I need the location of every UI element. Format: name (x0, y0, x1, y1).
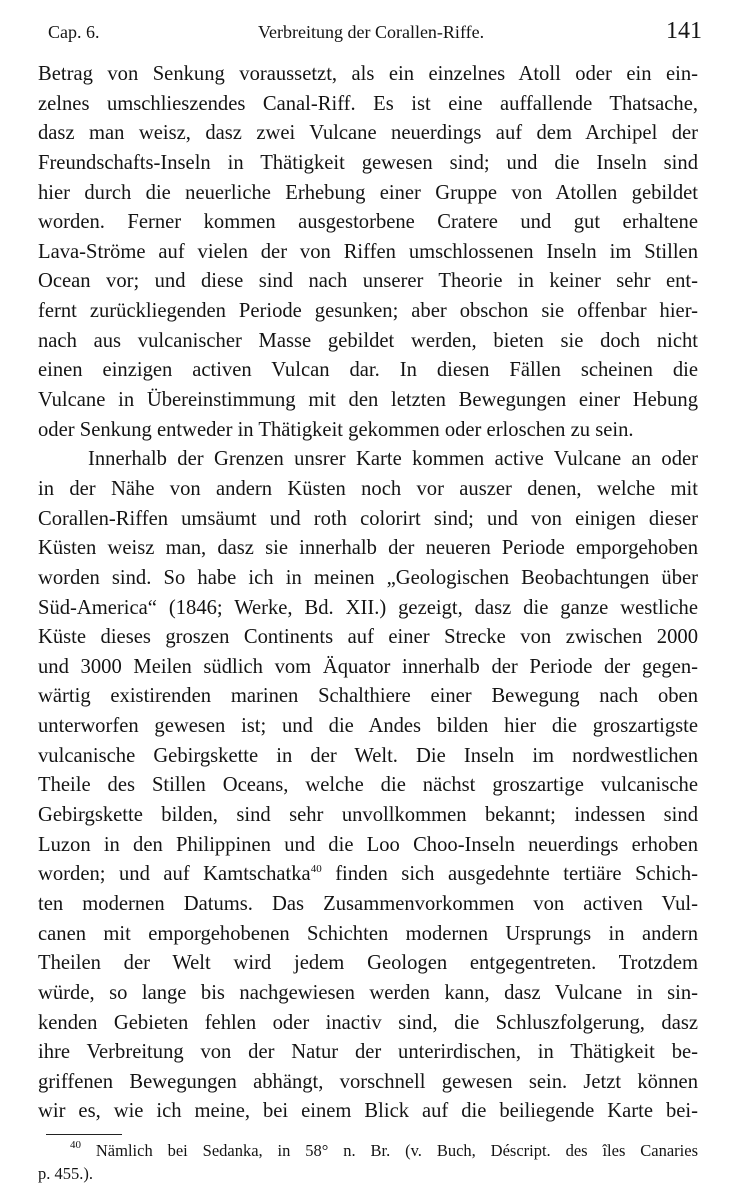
footnote-reference: 40 (310, 863, 322, 876)
chapter-label: Cap. 6. (48, 22, 100, 42)
text-segment: worden; und auf Kamtschatka (38, 863, 311, 886)
text-line: wärtig existirenden marinen Schalthiere einer Bewegung nach oben (38, 685, 698, 708)
text-line: unterworfen gewesen ist; und die Andes bilden hier die groszartigste (38, 715, 698, 738)
text-line: Freundschafts-Inseln in Thätigkeit gewesen sind; und die Inseln sind (38, 151, 698, 174)
text-line: Süd-America“ (1846; Werke, Bd. XII.) gezeigt, dasz die ganze westliche (38, 596, 698, 619)
text-line: Vulcane in Übereinstimmung mit den letzten Bewegungen einer Hebung (38, 389, 698, 412)
text-line: zelnes umschlieszendes Canal-Riff. Es ist eine auffallende Thatsache, (38, 92, 698, 115)
text-line: ten modernen Datums. Das Zusammenvorkommen von activen Vul- (38, 892, 698, 915)
footnote-area (38, 1139, 698, 1185)
text-line: Corallen-Riffen umsäumt und roth colorirt sind; und von einigen dieser (38, 507, 698, 530)
text-line: worden. Ferner kommen ausgestorbene Cratere und gut erhaltene (38, 211, 698, 234)
footnote-line (38, 1139, 698, 1162)
text-line: Ocean vor; und diese sind nach unserer Theorie in keiner sehr ent- (38, 270, 698, 293)
text-line: dasz man weisz, dasz zwei Vulcane neuerdings auf dem Archipel der (38, 122, 698, 145)
text-line: Theilen der Welt wird jedem Geologen entgegentreten. Trotzdem (38, 952, 698, 975)
text-line: oder Senkung entweder in Thätigkeit gekommen oder erloschen zu sein. (38, 418, 634, 441)
text-line: würde, so lange bis nachgewiesen werden kann, dasz Vulcane in sin- (38, 981, 698, 1004)
body-text (38, 60, 698, 1127)
text-line: in der Nähe von andern Küsten noch vor auszer denen, welche mit (38, 477, 698, 500)
text-line: Gebirgskette bilden, sind sehr unvollkommen bekannt; indessen sind (38, 804, 698, 827)
page-number: 141 (666, 18, 702, 44)
text-line: Küste dieses groszen Continents auf einer Strecke von zwischen 2000 (38, 626, 698, 649)
text-line: hier durch die neuerliche Erhebung einer Gruppe von Atollen gebildet (38, 181, 698, 204)
footnote-text: Nämlich bei Sedanka, in 58° n. Br. (v. Buch, Déscript. des îles Canaries (81, 1141, 698, 1160)
text-line: griffenen Bewegungen abhängt, vorschnell gewesen sein. Jetzt können (38, 1070, 698, 1093)
text-line: worden sind. So habe ich in meinen „Geologischen Beobachtungen über (38, 566, 698, 589)
footnote-line: p. 455.). (38, 1164, 93, 1183)
running-title: Verbreitung der Corallen-Riffe. (258, 22, 485, 42)
text-line: canen mit emporgehobenen Schichten modernen Ursprungs in andern (38, 922, 698, 945)
text-line: kenden Gebieten fehlen oder inactiv sind, die Schluszfolgerung, dasz (38, 1011, 698, 1034)
text-line: nach aus vulcanischer Masse gebildet werden, bieten sie doch nicht (38, 329, 698, 352)
paragraph-first-line: Innerhalb der Grenzen unsrer Karte kommen active Vulcane an oder (88, 448, 698, 471)
text-line: ihre Verbreitung von der Natur der unterirdischen, in Thätigkeit be- (38, 1041, 698, 1064)
text-line: wir es, wie ich meine, bei einem Blick auf die beiliegende Karte bei- (38, 1100, 698, 1123)
text-line-with-footnote-ref (38, 860, 698, 890)
footnote-number: 40 (70, 1139, 81, 1151)
text-line: einen einzigen activen Vulcan dar. In diesen Fällen scheinen die (38, 359, 698, 382)
text-line: Küsten weisz man, dasz sie innerhalb der neueren Periode emporgehoben (38, 537, 698, 560)
text-line: und 3000 Meilen südlich vom Äquator innerhalb der Periode der gegen- (38, 655, 698, 678)
text-line: Luzon in den Philippinen und die Loo Choo-Inseln neuerdings erhoben (38, 833, 698, 856)
footnote-divider (46, 1134, 122, 1135)
text-line: Lava-Ströme auf vielen der von Riffen umschlossenen Inseln im Stillen (38, 240, 698, 263)
text-line: Theile des Stillen Oceans, welche die nächst groszartige vulcanische (38, 774, 698, 797)
text-line: vulcanische Gebirgskette in der Welt. Die Inseln im nordwestlichen (38, 744, 698, 767)
text-line: fernt zurückliegenden Periode gesunken; aber obschon sie offenbar hier- (38, 300, 698, 323)
text-line: Betrag von Senkung voraussetzt, als ein einzelnes Atoll oder ein ein- (38, 63, 698, 85)
text-segment: finden sich ausgedehnte tertiäre Schich- (321, 863, 698, 886)
running-header (48, 18, 702, 48)
